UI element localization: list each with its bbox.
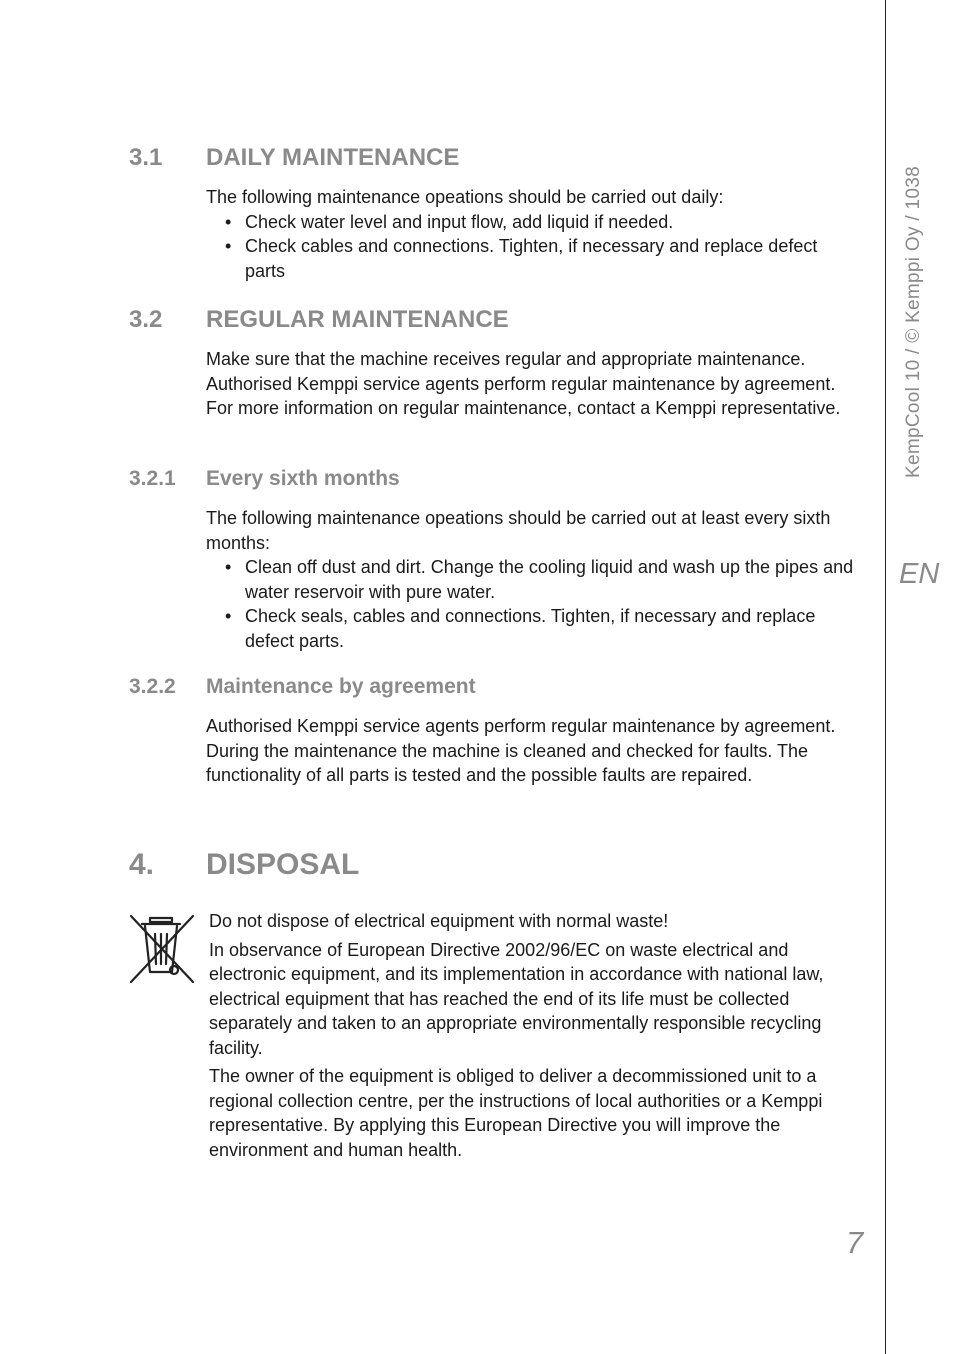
paragraph: Make sure that the machine receives regular and appropriate maintenance. Authorised Kemppi service agents perform regular maintenance by agreement. For more information on regular maintenance, contact a Kemppi representative. — [206, 349, 841, 418]
paragraph: The following maintenance opeations should be carried out at least every sixth months: — [206, 508, 831, 553]
list-item: • Check seals, cables and connections. Tighten, if necessary and replace defect parts. — [206, 604, 866, 653]
paragraph: In observance of European Directive 2002/96/EC on waste electrical and electronic equipment, and its implementation in accordance with national law, electrical equipment that has reached the end of its life must be collected separately and taken to an appropriate environmentally responsible recycling facility. — [209, 939, 824, 1058]
list-item: • Check water level and input flow, add liquid if needed. — [206, 210, 866, 235]
bullet-list — [206, 210, 866, 284]
section-body-3-1 — [206, 185, 866, 283]
section-body-3-2 — [206, 347, 866, 421]
section-title: Maintenance by agreement — [206, 675, 476, 698]
section-number: 3.1 — [129, 144, 163, 171]
section-number: 3.2.2 — [129, 675, 176, 698]
section-title: DAILY MAINTENANCE — [206, 144, 460, 171]
paragraph: The owner of the equipment is obliged to deliver a decommissioned unit to a regional collection centre, per the instructions of local authorities or a Kemppi representative. By applying this European Directive you will improve the environment and human health. — [209, 1066, 823, 1160]
section-body-4 — [209, 909, 849, 1162]
document-info: KempCool 10 / © Kemppi Oy / 1038 — [903, 166, 924, 478]
margin-divider-line — [885, 0, 886, 1354]
chapter-number: 4. — [129, 848, 155, 881]
list-item: • Check cables and connections. Tighten, if necessary and replace defect parts — [206, 234, 866, 283]
crossed-out-wheelie-bin-icon — [128, 912, 196, 984]
section-body-3-2-1 — [206, 506, 866, 653]
section-number: 3.2 — [129, 306, 163, 333]
paragraph: The following maintenance opeations should be carried out daily: — [206, 187, 724, 207]
chapter-title: DISPOSAL — [206, 848, 360, 881]
language-code: EN — [899, 558, 940, 590]
bullet-list — [206, 555, 866, 653]
section-number: 3.2.1 — [129, 467, 176, 490]
paragraph: Authorised Kemppi service agents perform regular maintenance by agreement. During the maintenance the machine is cleaned and checked for faults. The functionality of all parts is tested and the possible faults are repaired. — [206, 716, 836, 785]
section-title: Every sixth months — [206, 467, 400, 490]
section-title: REGULAR MAINTENANCE — [206, 306, 509, 333]
paragraph: Do not dispose of electrical equipment with normal waste! — [209, 911, 669, 931]
section-body-3-2-2 — [206, 714, 866, 788]
list-item: • Clean off dust and dirt. Change the cooling liquid and wash up the pipes and water reservoir with pure water. — [206, 555, 866, 604]
page-number: 7 — [846, 1225, 864, 1260]
